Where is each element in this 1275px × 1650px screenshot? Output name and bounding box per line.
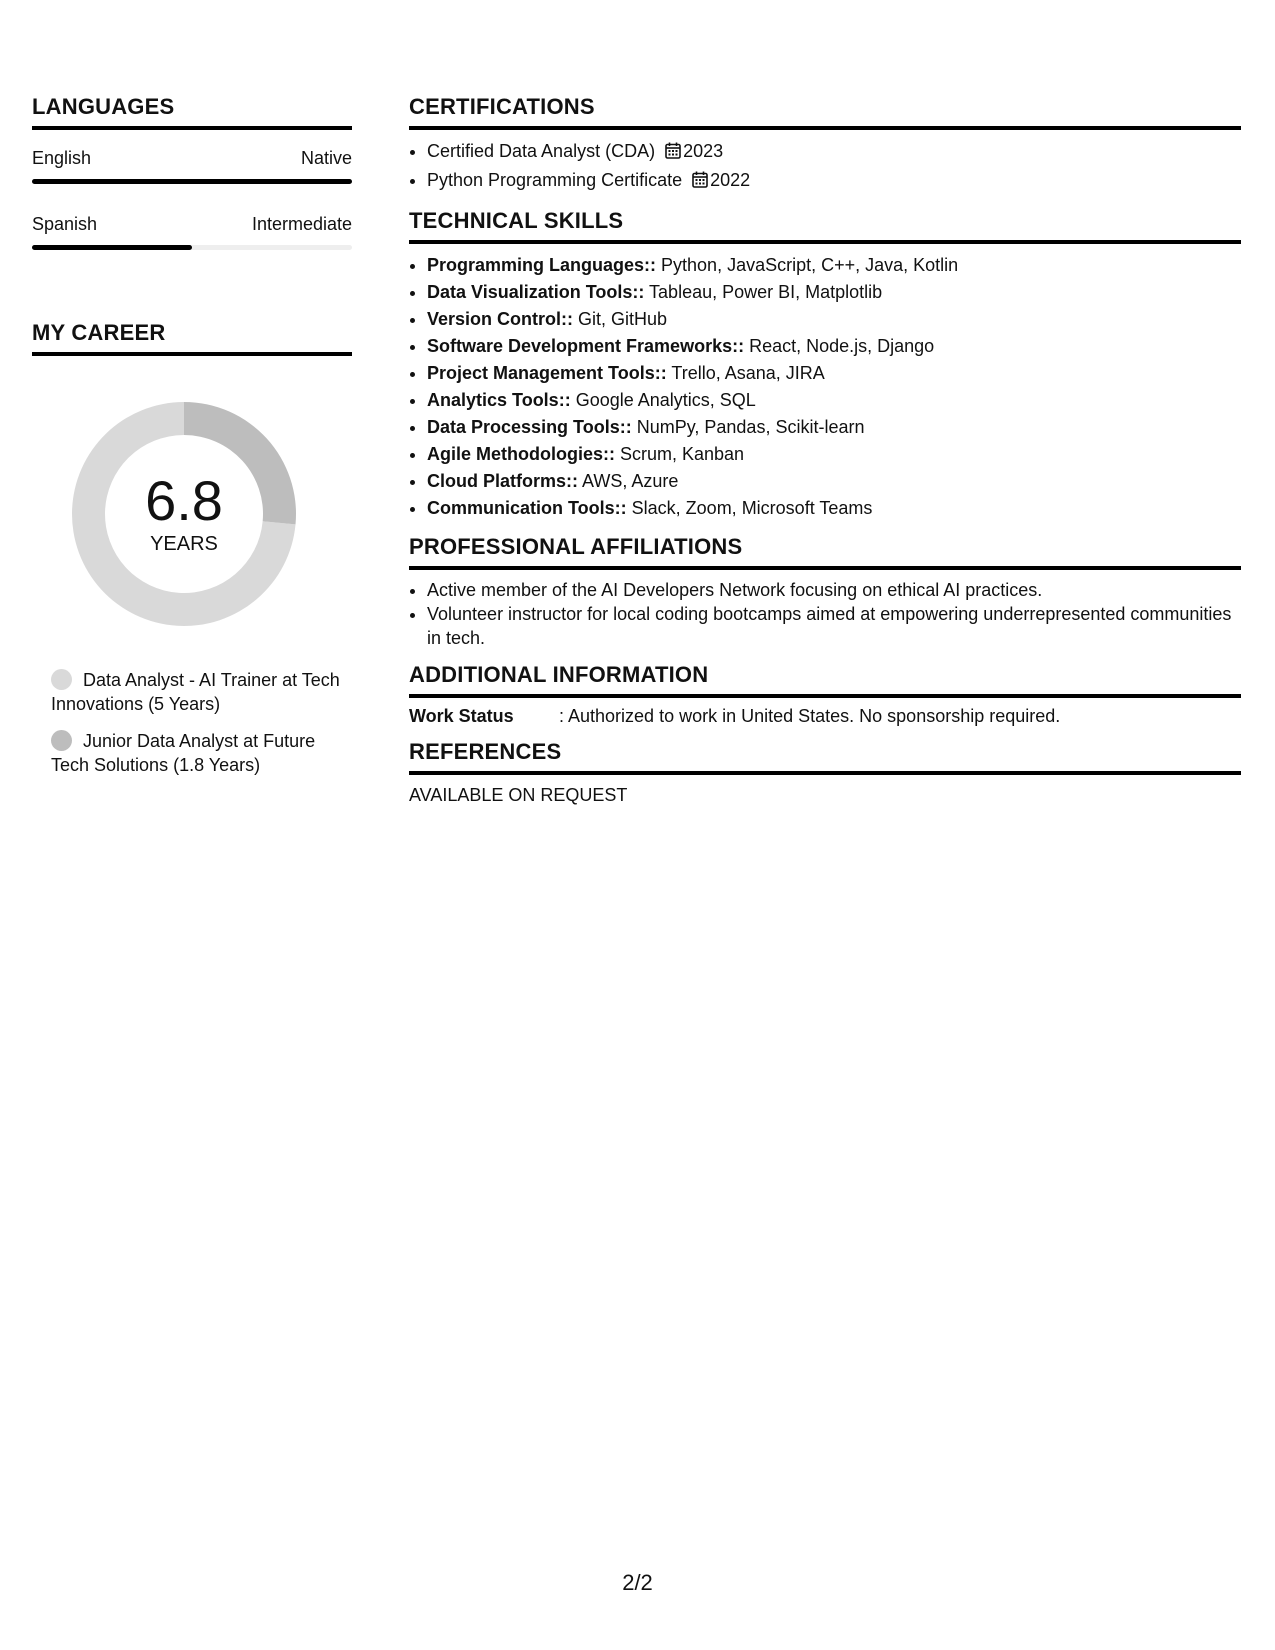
skill-item xyxy=(427,468,1241,495)
language-english xyxy=(32,148,352,184)
skill-label: Analytics Tools:: xyxy=(427,390,571,410)
skill-label: Agile Methodologies:: xyxy=(427,444,615,464)
skill-item xyxy=(427,360,1241,387)
career-legend-item xyxy=(51,668,352,716)
career-item-label: Junior Data Analyst at Future Tech Solutions (1.8 Years) xyxy=(51,731,316,775)
calendar-icon xyxy=(692,169,708,196)
skill-value: AWS, Azure xyxy=(578,471,679,491)
legend-dot-icon xyxy=(51,730,72,751)
skill-item xyxy=(427,279,1241,306)
language-name: English xyxy=(32,148,92,168)
work-status-key: Work Status xyxy=(409,706,514,726)
skill-item xyxy=(427,387,1241,414)
references-section xyxy=(409,739,1241,806)
skill-label: Data Processing Tools:: xyxy=(427,417,632,437)
career-item-label: Data Analyst - AI Trainer at Tech Innovations (5 Years) xyxy=(51,670,340,714)
work-status-row xyxy=(409,706,1241,727)
skill-label: Version Control:: xyxy=(427,309,574,329)
career-title: MY CAREER xyxy=(32,320,352,356)
left-column xyxy=(32,94,352,790)
affiliations-section xyxy=(409,534,1241,650)
languages-title: LANGUAGES xyxy=(32,94,352,130)
skill-label: Cloud Platforms:: xyxy=(427,471,578,491)
skill-value: Trello, Asana, JIRA xyxy=(666,363,825,383)
skills-list xyxy=(409,252,1241,522)
additional-info-title: ADDITIONAL INFORMATION xyxy=(409,662,1241,698)
affiliations-list xyxy=(409,578,1241,650)
career-total-unit: YEARS xyxy=(150,532,218,555)
skill-item xyxy=(427,252,1241,279)
certification-item xyxy=(427,138,1241,167)
career-legend-item xyxy=(51,729,352,777)
affiliation-item: • Active member of the AI Developers Network focusing on ethical AI practices. xyxy=(427,578,1241,602)
skill-value: Google Analytics, SQL xyxy=(570,390,756,410)
certification-year: 2022 xyxy=(710,170,751,190)
career-section xyxy=(32,320,352,777)
skill-value: Slack, Zoom, Microsoft Teams xyxy=(626,498,873,518)
skill-item xyxy=(427,333,1241,360)
technical-skills-title: TECHNICAL SKILLS xyxy=(409,208,1241,244)
legend-dot-icon xyxy=(51,669,72,690)
certifications-title: CERTIFICATIONS xyxy=(409,94,1241,130)
affiliations-title: PROFESSIONAL AFFILIATIONS xyxy=(409,534,1241,570)
skill-value: NumPy, Pandas, Scikit-learn xyxy=(631,417,865,437)
donut-center xyxy=(64,394,304,634)
language-level: Intermediate xyxy=(251,214,352,234)
career-donut-chart xyxy=(64,394,304,634)
skill-label: Data Visualization Tools:: xyxy=(427,282,645,302)
skill-label: Communication Tools:: xyxy=(427,498,627,518)
skill-item xyxy=(427,495,1241,522)
language-proficiency-bar xyxy=(32,179,352,184)
calendar-icon xyxy=(665,140,681,167)
page-number: 2/2 xyxy=(622,1570,653,1595)
language-level: Native xyxy=(300,148,352,168)
certification-name: Certified Data Analyst (CDA) xyxy=(427,141,656,161)
right-column xyxy=(409,94,1241,818)
skill-value: Python, JavaScript, C++, Java, Kotlin xyxy=(656,255,959,275)
skill-value: Git, GitHub xyxy=(573,309,668,329)
skill-label: Project Management Tools:: xyxy=(427,363,667,383)
work-status-value: : Authorized to work in United States. No sponsorship required. xyxy=(559,706,1061,726)
skill-label: Programming Languages:: xyxy=(427,255,657,275)
career-legend xyxy=(32,668,352,777)
certifications-section xyxy=(409,94,1241,196)
affiliation-item: • Volunteer instructor for local coding bootcamps aimed at empowering underrepresented communities in tech. xyxy=(427,602,1241,650)
language-proficiency-fill xyxy=(32,179,352,184)
career-total-years: 6.8 xyxy=(145,468,223,532)
certifications-list xyxy=(409,138,1241,196)
certification-name: Python Programming Certificate xyxy=(427,170,683,190)
language-spanish xyxy=(32,214,352,250)
skill-label: Software Development Frameworks:: xyxy=(427,336,745,356)
skill-item xyxy=(427,306,1241,333)
skill-value: Scrum, Kanban xyxy=(615,444,745,464)
references-title: REFERENCES xyxy=(409,739,1241,775)
skill-item xyxy=(427,441,1241,468)
references-text: AVAILABLE ON REQUEST xyxy=(409,785,628,805)
technical-skills-section xyxy=(409,208,1241,522)
language-proficiency-bar xyxy=(32,245,352,250)
skill-item xyxy=(427,414,1241,441)
certification-item xyxy=(427,167,1241,196)
certification-year: 2023 xyxy=(683,141,724,161)
language-proficiency-fill xyxy=(32,245,192,250)
skill-value: React, Node.js, Django xyxy=(744,336,935,356)
skill-value: Tableau, Power BI, Matplotlib xyxy=(644,282,883,302)
additional-info-section xyxy=(409,662,1241,727)
language-name: Spanish xyxy=(32,214,98,234)
